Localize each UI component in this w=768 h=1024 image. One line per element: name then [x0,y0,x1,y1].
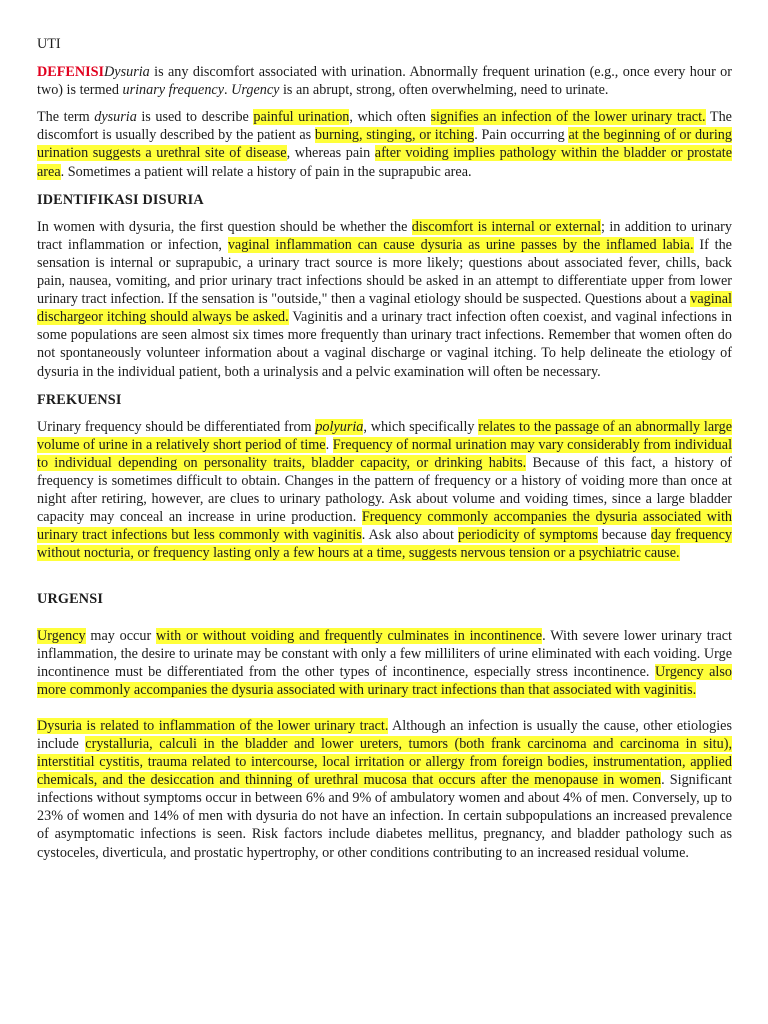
text-run: In women with dysuria, the first question should be whether the [37,218,412,235]
text-run: The discomfort is usually described by the patient as [37,109,732,144]
highlighted-text: crystalluria, calculi in the bladder and lower ureters, tumors (both frank carcinoma and carcinoma in situ), interstitial cystitis, trauma related to intercourse, local irritation or allergy from foreign bodies, instrumentation, applied chemicals, and the desiccation and thinning of urethral mucosa that occurs after the menopause in women [37,736,732,789]
spacer [37,708,732,717]
highlighted-text: day frequency without nocturia, or frequency lasting only a few hours at a time, suggests nervous tension or a psychiatric cause. [37,527,733,562]
heading-frekuensi: FREKUENSI [37,391,122,408]
highlighted-text: Dysuria is related to inflammation of the lower urinary tract. [37,717,389,734]
text-run: Although an infection is usually the cause, other etiologies include [37,717,732,752]
text-run: , which often [349,109,431,126]
highlighted-text: discomfort is internal or external [411,218,602,235]
text-run: . Ask also about [361,527,458,544]
highlighted-text: Urgency also more commonly accompanies the dysuria associated with urinary tract infections than that associated with vaginitis. [37,663,732,698]
text-run: . [224,82,232,99]
text-run: Vaginitis and a urinary tract infection often coexist, and vaginal infections in some populations are seen almost six times more frequently than urinary tract infections. Remember that women often do not spontaneously volunteer information about a vaginal discharge or vaginal itching. To help delineate the etiology of dysuria in the individual patient, both a urinalysis and a pelvic examination will often be necessary. [37,309,732,380]
highlighted-text: periodicity of symptoms [457,527,598,544]
spacer [37,571,732,580]
paragraph-defenisi-2 [37,108,732,180]
defenisi-label: DEFENISI [37,64,105,81]
italic-term: dysuria [94,109,137,126]
highlighted-italic-text: polyuria [315,418,364,435]
spacer [37,618,732,627]
italic-term: Urgency [231,82,280,99]
heading-urgensi: URGENSI [37,591,104,608]
text-run: . Pain occurring [474,127,569,144]
text-run: , which specifically [363,418,479,435]
text-run: . [325,436,333,453]
text-run: is an abrupt, strong, often overwhelming, need to urinate. [279,82,609,99]
italic-term: urinary frequency [122,82,225,99]
text-run: ; in addition to urinary tract inflammation or infection, [37,218,732,253]
highlighted-text: vaginal inflammation can cause dysuria as urine passes by the inflamed labia. [227,236,694,253]
paragraph-identifikasi [37,218,732,381]
highlighted-text: painful urination [253,109,350,126]
paragraph-frekuensi [37,418,732,563]
italic-term: Dysuria [104,64,150,81]
highlighted-text: Urgency [37,627,86,644]
highlighted-text: with or without voiding and frequently culminates in incontinence [156,627,543,644]
text-run: . Sometimes a patient will relate a history of pain in the suprapubic area. [60,163,472,180]
text-run: is used to describe [136,109,254,126]
paragraph-urgensi-2 [37,717,732,862]
highlighted-text: after voiding implies pathology within the bladder or prostate area [37,145,733,180]
paragraph-urgensi-1 [37,627,732,699]
document-page [37,35,732,871]
document-title: UTI [37,36,61,52]
highlighted-text: signifies an infection of the lower urinary tract. [430,109,706,126]
text-run: because [597,527,651,544]
text-run: If the sensation is internal or suprapubic, a urinary tract source is more likely; questions about associated fever, chills, back pain, nausea, vomiting, and prior urinary tract infections should be asked in an attempt to differentiate upper from lower urinary tract infection. If the sensation is "outside," then a vaginal etiology should be suspected. Questions about a [37,236,732,308]
highlighted-text: Frequency of normal urination may vary considerably from individual to individual depending on personality traits, bladder capacity, or drinking habits. [37,436,733,471]
text-run: . Significant infections without symptoms occur in between 6% and 9% of ambulatory women and about 4% of men. Conversely, up to 23% of women and 14% of men with dysuria do not have an infection. In certain subpopulations an increased prevalence of asymptomatic infections is seen. Risk factors include diabetes mellitus, pregnancy, and bladder pathology such as cystoceles, diverticula, and prostatic hypertrophy, or other conditions contributing to an increased residual volume. [37,772,732,861]
heading-identifikasi: IDENTIFIKASI DISURIA [37,191,204,208]
highlighted-text: Frequency commonly accompanies the dysuria associated with urinary tract infections but less commonly with vaginitis [37,509,732,544]
paragraph-defenisi-1 [37,63,732,99]
highlighted-text: at the beginning of or during urination suggests a urethral site of disease [37,127,732,162]
highlighted-text: relates to the passage of an abnormally large volume of urine in a relatively short period of time [37,418,732,453]
highlighted-text: burning, stinging, or itching [314,127,475,144]
text-run: may occur [85,627,156,644]
text-run: is any discomfort associated with urination. Abnormally frequent urination (e.g., once every hour or two) is termed [37,64,732,99]
text-run: . With severe lower urinary tract inflammation, the desire to urinate may be constant with only a few milliliters of urine eliminated with each voiding. Urge incontinence must be differentiated from the other types of incontinence, especially stress incontinence. [37,627,732,680]
defenisi-text [37,64,732,98]
text-run: Urinary frequency should be differentiated from [37,418,316,435]
highlighted-text: vaginal dischargeor itching should always be asked. [37,291,732,326]
text-run: , whereas pain [286,145,375,162]
text-run: Because of this fact, a history of frequency is sometimes difficult to obtain. Changes in the pattern of frequency or a history of voiding more than once at night after retiring, however, are clues to urinary pathology. Ask about volume and voiding times, since a large bladder capacity may conceal an increase in urine production. [37,454,732,526]
text-run: The term [37,109,95,126]
